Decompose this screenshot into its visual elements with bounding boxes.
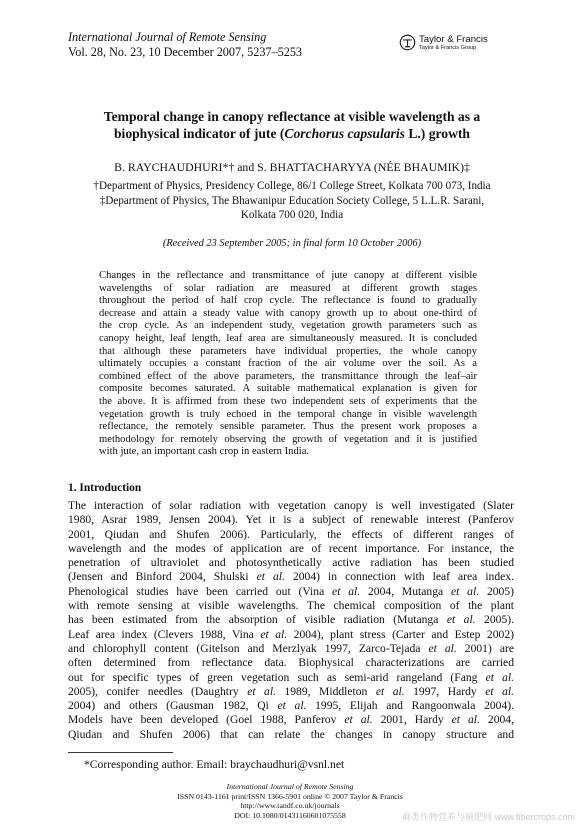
body-line (68, 628, 514, 642)
body-text-segment: 1997, Hardy (404, 684, 486, 698)
abstract (99, 270, 477, 459)
body-line (68, 699, 514, 713)
citation-etal: et al. (277, 699, 307, 713)
body-text-segment: Models have been developed (Goel 1988, Panferov (68, 713, 345, 727)
body-text-segment: Leaf area index (Clevers 1988, Vina (68, 627, 261, 641)
body-text (68, 499, 514, 742)
citation-etal: et al. (485, 670, 514, 684)
abstract-line: with jute, an important cash crop in eastern India. (99, 446, 310, 458)
publisher-emblem-icon (399, 34, 416, 51)
body-text-segment: 1995, Elijah and Rangoonwala 2004). (306, 699, 514, 713)
body-line (68, 642, 514, 656)
abstract-line: composite becomes saturated. A suitable mathematical explanation is given for (99, 383, 477, 395)
body-text-segment: with remote sensing at visible wavelengths. The chemical composition of the plant (68, 599, 514, 613)
abstract-line: reflectance, the remotely sensible parameter. Thus the present work proposes a (99, 421, 477, 433)
abstract-line: throughout the period of half crop cycle. The reflectance is found to gradually (99, 295, 477, 307)
citation-etal: et al. (451, 713, 480, 727)
publisher-group: Taylor & Francis Group (419, 45, 477, 51)
abstract-line: Changes in the reflectance and transmittance of jute canopy at different visible (99, 270, 477, 281)
body-line (68, 556, 514, 570)
body-line (68, 728, 514, 742)
abstract-line: the crop cycle. As an independent study, vegetation growth parameters such as (99, 320, 477, 332)
citation-etal: et al. (375, 684, 405, 698)
body-text-segment: Phenological studies have been carried out (Vina (68, 584, 333, 598)
title-part: L.) growth (404, 126, 470, 141)
body-text-segment: 2001, Hardy (372, 713, 452, 727)
body-text-segment: (Jensen and Binford 2004, Shulski (68, 570, 257, 584)
body-line (68, 599, 514, 613)
citation-etal: et al. (260, 627, 288, 641)
received-dates: (Received 23 September 2005; in final form 10 October 2006) (162, 238, 422, 249)
body-text-segment: 1989, Middleton (275, 684, 376, 698)
body-text-segment: and chlorophyll content (Gitelson and Merzlyak 1997, Zarco-Tejada (68, 641, 429, 655)
body-text-segment: penetration of ultraviolet and photosynthetically active radiation has been studied (68, 556, 514, 570)
title-line-2 (60, 125, 524, 142)
affiliations (60, 179, 524, 223)
body-text-segment: 2001) are (456, 641, 514, 655)
abstract-line: ultimately occupies a constant fraction of the air volume over the soil. As a (99, 358, 477, 370)
body-line (68, 585, 514, 599)
body-text-segment: out for specific types of green vegetation such as semi-arid rangeland (Fang (68, 670, 486, 684)
title-line-1: Temporal change in canopy reflectance at visible wavelength as a (103, 109, 481, 124)
body-text-segment: 2005) (479, 584, 514, 598)
title-part: biophysical indicator of jute ( (113, 126, 285, 141)
body-text-segment: 2004), plant stress (Carter and Estep 2002) (287, 627, 514, 641)
journal-name: International Journal of Remote Sensing (68, 30, 267, 44)
body-line (68, 685, 514, 699)
body-text-segment: has been estimated from the absorption of visible radiation (Mutanga (68, 613, 447, 627)
body-text-segment: 2004, (479, 713, 514, 727)
abstract-line: decrease and attain a steady value with canopy growth up to about one-third of (99, 307, 477, 319)
body-line (68, 656, 514, 670)
citation-etal: et al. (485, 684, 514, 698)
publisher-logo (399, 34, 488, 52)
abstract-line: combined effect of the above parameters, the transmittance through the leaf–air (99, 370, 477, 382)
body-line (68, 671, 514, 685)
body-line (68, 570, 514, 584)
body-line (68, 528, 514, 542)
body-line (68, 542, 514, 556)
footnote: *Corresponding author. Email: braychaudhuri@vsnl.net (84, 758, 345, 771)
affiliation-2: ‡Department of Physics, The Bhawanipur Education Society College, 5 L.L.R. Sarani, (99, 194, 485, 207)
title-species: Corchorus capsularis (284, 126, 405, 141)
citation-etal: et al. (450, 584, 480, 598)
body-line (68, 613, 514, 627)
body-text-segment: wavelength and the modes of application are of recent importance. For instance, the (68, 541, 514, 555)
footnote-rule (68, 752, 173, 753)
page-footer (140, 782, 440, 820)
body-line (68, 513, 514, 527)
watermark: 麻类作物营养与施肥网 www.fibercrops.com (401, 812, 575, 822)
section-heading: 1. Introduction (68, 482, 142, 494)
citation-etal: et al. (247, 684, 276, 698)
body-text-segment: 2005). (475, 613, 514, 627)
publisher-name: Taylor & Francis (419, 34, 488, 45)
footer-issn: ISSN 0143-1161 print/ISSN 1366-5901 online © 2007 Taylor & Francis (177, 791, 403, 801)
affiliation-2-cont: Kolkata 700 020, India (240, 209, 344, 221)
authors: B. RAYCHAUDHURI*† and S. BHATTACHARYYA (NÉE BHAUMIK)‡ (114, 160, 470, 174)
citation-etal: et al. (344, 713, 373, 727)
article-title (60, 108, 524, 142)
footer-url: http://www.tandf.co.uk/journals (240, 801, 340, 811)
abstract-line: vegetation growth is truly echoed in the temporal change in visible wavelength (99, 408, 477, 420)
body-text-segment: 2005), conifer needles (Daughtry (68, 684, 248, 698)
citation-etal: et al. (446, 613, 476, 627)
abstract-line: canopy height, leaf length, leaf area are simultaneously measured. It is concluded (99, 332, 477, 344)
body-line (68, 713, 514, 727)
body-text-segment: The interaction of solar radiation with vegetation canopy is well investigated (Slater (68, 499, 514, 512)
body-text-segment: 2004) and others (Gausman 1982, Qi (68, 699, 278, 713)
body-text-segment: 2004, Mutanga (360, 584, 451, 598)
affiliation-1: †Department of Physics, Presidency College, 86/1 College Street, Kolkata 700 073, India (93, 180, 491, 192)
abstract-line: wavelengths of solar radiation are measured at different growth stages (99, 282, 477, 294)
body-text-segment: 2004) in connection with leaf area index. (284, 570, 514, 584)
body-text-segment: 2001, Qiudan and Shufen 2006). Particularly, the effects of different ranges of (68, 527, 514, 541)
journal-header (68, 30, 302, 60)
body-text-segment: 1980, Asrar 1989, Jensen 2004). Yet it is a subject of renewable interest (Panferov (68, 513, 514, 527)
body-text-segment: Qiudan and Shufen 2006) that can relate the changes in canopy structure and (68, 727, 514, 741)
footer-doi: DOI: 10.1080/01431160601075558 (234, 810, 346, 820)
abstract-line: that although these parameters have individual properties, the whole canopy (99, 345, 477, 357)
citation-etal: et al. (332, 584, 361, 598)
abstract-line: the above. It is affirmed from these two independent sets of experiments that the (99, 395, 477, 407)
body-text-segment: often determined from reflectance data. Biophysical characterizations are carried (68, 656, 514, 670)
footer-journal: International Journal of Remote Sensing (226, 782, 354, 791)
abstract-line: methodology for remotely observing the growth of vegetation and it is justified (99, 433, 477, 445)
body-line (68, 499, 514, 513)
citation-etal: et al. (428, 641, 457, 655)
journal-citation: Vol. 28, No. 23, 10 December 2007, 5237–5253 (68, 45, 303, 59)
citation-etal: et al. (256, 570, 285, 584)
